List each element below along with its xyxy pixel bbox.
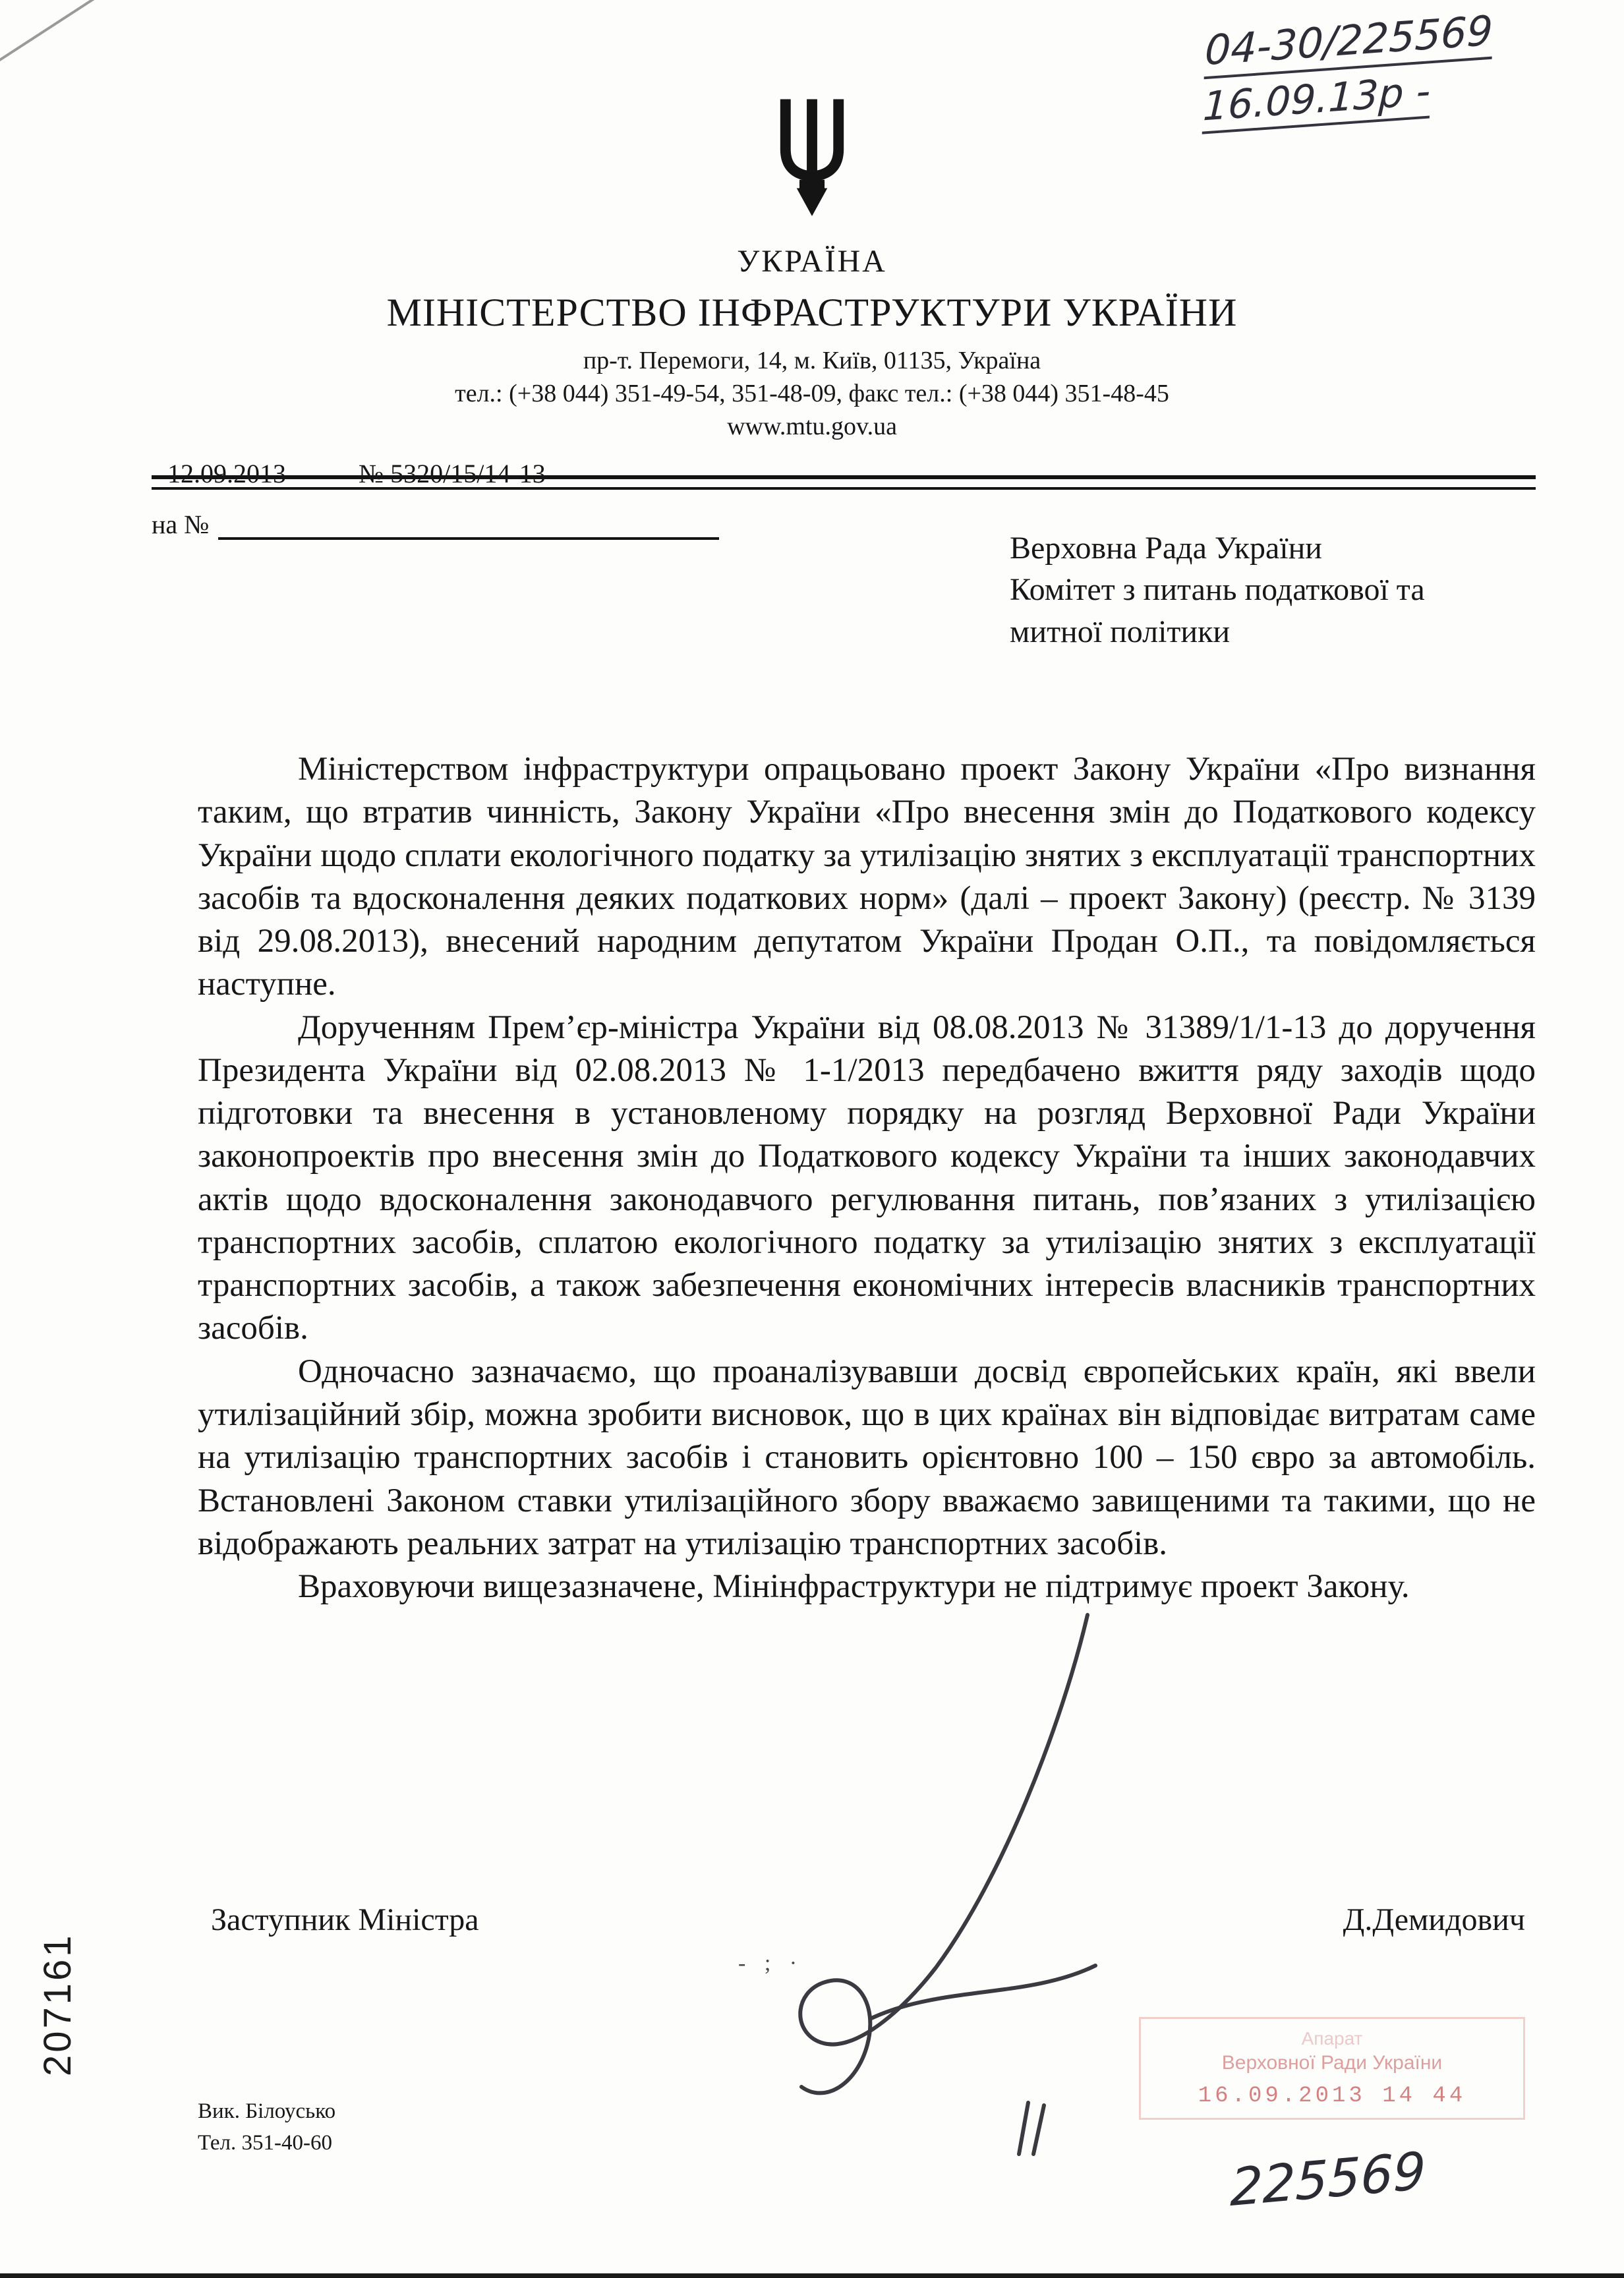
ministry-name: МІНІСТЕРСТВО ІНФРАСТРУКТУРИ УКРАЇНИ [386, 291, 1238, 334]
recipient-block [1010, 527, 1550, 653]
country-name: УКРАЇНА [737, 244, 887, 279]
handwritten-incoming-number: 225569 [1230, 2141, 1427, 2219]
letter-number: № 5320/15/14-13 [359, 459, 546, 488]
stamp-line-2: Верховної Ради України [1221, 2052, 1443, 2074]
handwritten-reg-number: 04-30/225569 [1204, 7, 1494, 79]
stamp-datetime: 16.09.2013 14 44 [1198, 2084, 1466, 2109]
scan-bottom-edge [0, 2273, 1624, 2278]
scan-batch-number: 207161 [36, 1933, 79, 2076]
recipient-line-3: митної політики [1010, 614, 1231, 649]
letter-date: 12.09.2013 [167, 459, 286, 488]
stamp-line-1: Апарат [1301, 2028, 1363, 2049]
handwritten-registration-note [1202, 7, 1494, 134]
letter-body [198, 748, 1536, 1608]
signature-row [211, 1902, 1525, 1938]
paragraph-4: Враховуючи вищезазначене, Мінінфраструктури не підтримує проект Закону. [298, 1568, 1410, 1606]
paragraph-2: Дорученням Прем’єр-міністра України від 08.08.2013 № 31389/1/1-13 до доручення Президента України від 02.08.2013 № 1-1/2013 передбачено вжиття ряду заходів щодо підготовки та внесення в установленому порядку на розгляд Верховної Ради України законопроектів про внесення змін до Податкового кодексу України та інших законодавчих актів щодо вдосконалення законодавчого регулювання питань, пов’язаних з утилізацією транспортних засобів, сплатою екологічного податку за утилізацію знятих з експлуатації транспортних засобів, а також забезпечення економічних інтересів власників транспортних засобів. [198, 1008, 1536, 1347]
paragraph-3: Одночасно зазначаємо, що проаналізувавши досвід європейських країн, які ввели утилізаційний збір, можна зробити висновок, що в цих країнах він відповідає витратам саме на утилізацію транспортних засобів і становить орієнтовно 100 – 150 євро за автомобіль. Встановлені Законом ставки утилізаційного збору вважаємо завищеними та такими, що не відображають реальних затрат на утилізацію транспортних засобів. [198, 1353, 1536, 1562]
signer-position: Заступник Міністра [211, 1902, 479, 1937]
scan-ink-marks: - ; · [738, 1951, 804, 1975]
executor-phone: Тел. 351-40-60 [198, 2130, 332, 2155]
executor-block [198, 2096, 335, 2159]
reply-to-blank-line [218, 508, 719, 540]
recipient-line-1: Верховна Рада України [1010, 531, 1322, 566]
handwritten-signature [659, 1595, 1200, 2175]
handwritten-reg-date: 16.09.13р - [1202, 69, 1432, 134]
signer-name: Д.Демидович [1343, 1902, 1525, 1937]
reply-to-label: на № [152, 510, 210, 539]
ministry-phones: тел.: (+38 044) 351-49-54, 351-48-09, факс тел.: (+38 044) 351-48-45 [455, 380, 1169, 407]
ministry-website: www.mtu.gov.ua [727, 413, 897, 440]
executor-name: Вик. Білоусько [198, 2099, 336, 2123]
paragraph-1: Міністерством інфраструктури опрацьовано проект Закону України «Про визнання таким, що втратив чинність, Закону України «Про внесення змін до Податкового кодексу України щодо сплати екологічного податку за утилізацію знятих з експлуатації транспортних засобів та вдосконалення деяких податкових норм» (далі – проект Закону) (реєстр. № 3139 від 29.08.2013), внесений народним депутатом України Продан О.П., та повідомляється наступне. [198, 751, 1536, 1003]
recipient-line-2: Комітет з питань податкової та [1010, 572, 1425, 608]
incoming-stamp [1139, 2017, 1525, 2120]
ukraine-trident-emblem-icon [768, 99, 856, 221]
ministry-address: пр-т. Перемоги, 14, м. Київ, 01135, Україна [583, 347, 1041, 374]
